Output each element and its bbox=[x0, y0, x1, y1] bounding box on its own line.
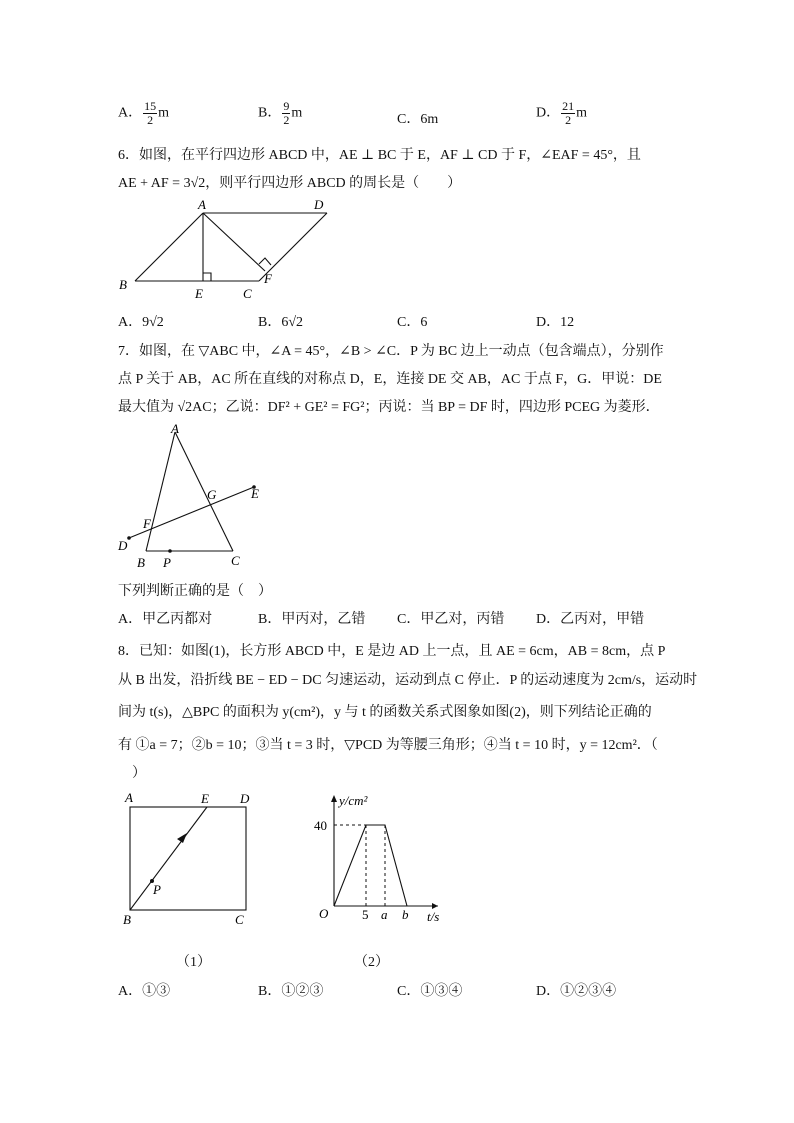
q8-fig1-label-e: E bbox=[201, 791, 209, 806]
q8-arrow-head bbox=[177, 833, 187, 843]
q6-option-b: B．6√2 bbox=[258, 315, 304, 330]
q8-y-arrow bbox=[331, 795, 337, 802]
q8-fig2-x-label: t/s bbox=[427, 909, 440, 924]
q5-option-b-num: 9 bbox=[283, 99, 290, 113]
q7-label-a: A bbox=[171, 421, 179, 436]
q8-rect-abcd bbox=[130, 807, 246, 910]
q7-label-d: D bbox=[118, 538, 128, 553]
q7-option-c: C．甲乙对，丙错 bbox=[397, 612, 505, 627]
q5-option-a-fraction bbox=[143, 100, 157, 127]
q6-right-angle-f bbox=[259, 258, 271, 265]
q6-seg-ab bbox=[135, 213, 203, 281]
q8-fig2-t1: 5 bbox=[362, 907, 369, 922]
q8-text-line4: 有 ①a = 7；②b = 10；③当 t = 3 时，▽PCD 为等腰三角形；④当 t = 10 时，y = 12cm²．（ bbox=[118, 738, 658, 753]
q8-text-line2: 从 B 出发，沿折线 BE − ED − DC 匀速运动，运动到点 C 停止．P 的运动速度为 2cm/s，运动时 bbox=[118, 673, 698, 688]
q8-caption-1: （1） bbox=[176, 955, 211, 970]
q7-option-b: B．甲丙对，乙错 bbox=[258, 612, 366, 627]
q5-option-b-unit: m bbox=[291, 105, 303, 121]
q8-figure-2 bbox=[305, 785, 455, 930]
q5-option-c-letter: C． bbox=[397, 112, 421, 127]
q8-seg-be bbox=[130, 807, 207, 910]
q6-seg-af bbox=[203, 213, 265, 271]
q8-fig1-label-p: P bbox=[153, 882, 161, 897]
q7-seg-ab bbox=[146, 432, 175, 551]
q5-option-a-den: 2 bbox=[147, 113, 154, 127]
q8-text-line5: ） bbox=[118, 766, 146, 781]
q7-label-c: C bbox=[231, 553, 240, 568]
q7-text-line1: 7．如图，在 ▽ABC 中，∠A = 45°，∠B > ∠C．P 为 BC 边上一动点（包含端点），分别作 bbox=[118, 344, 664, 359]
q6-right-angle-e bbox=[203, 273, 211, 281]
q5-option-d bbox=[536, 100, 587, 127]
q8-option-b: B．①②③ bbox=[258, 984, 324, 999]
q8-fig1-label-c: C bbox=[235, 912, 244, 927]
q5-option-c bbox=[397, 108, 438, 128]
q5-option-d-den: 2 bbox=[565, 113, 572, 127]
q5-option-d-fraction bbox=[561, 100, 575, 127]
q7-label-b: B bbox=[137, 555, 145, 570]
q6-text-line1: 6．如图，在平行四边形 ABCD 中，AE ⊥ BC 于 E，AF ⊥ CD 于 F，∠EAF = 45°，且 bbox=[118, 148, 641, 163]
q6-option-d: D．12 bbox=[536, 315, 575, 330]
q8-fig2-y-val: 40 bbox=[314, 818, 327, 833]
q6-label-d: D bbox=[314, 197, 324, 212]
q6-label-e: E bbox=[195, 286, 203, 301]
q8-fig1-label-d: D bbox=[240, 791, 250, 806]
q5-option-d-letter: D． bbox=[536, 105, 561, 121]
q8-fig1-label-b: B bbox=[123, 912, 131, 927]
q8-option-a: A．①③ bbox=[118, 984, 171, 999]
q6-label-c: C bbox=[243, 286, 252, 301]
q7-question: 下列判断正确的是（ ） bbox=[118, 584, 272, 599]
q8-fig1-label-a: A bbox=[125, 790, 133, 805]
q8-text-line3: 间为 t(s)，△BPC 的面积为 y(cm²)，y 与 t 的函数关系式图象如图(2)，则下列结论正确的 bbox=[118, 705, 652, 720]
q7-label-p: P bbox=[163, 555, 171, 570]
q5-option-b-den: 2 bbox=[283, 113, 290, 127]
q6-option-a: A．9√2 bbox=[118, 315, 164, 330]
q7-text-line3: 最大值为 √2AC；乙说：DF² + GE² = FG²；丙说：当 BP = DF 时，四边形 PCEG 为菱形． bbox=[118, 400, 660, 415]
q6-label-b: B bbox=[119, 277, 127, 292]
q5-option-a-letter: A． bbox=[118, 105, 143, 121]
q7-label-f: F bbox=[143, 516, 151, 531]
q8-option-d: D．①②③④ bbox=[536, 984, 617, 999]
q5-option-d-unit: m bbox=[576, 105, 588, 121]
q7-text-line2: 点 P 关于 AB，AC 所在直线的对称点 D，E，连接 DE 交 AB，AC 于点 F，G．甲说：DE bbox=[118, 372, 662, 387]
q5-option-b-letter: B． bbox=[258, 105, 282, 121]
q6-figure bbox=[115, 195, 345, 305]
q5-option-a-num: 15 bbox=[144, 99, 157, 113]
q5-option-a-unit: m bbox=[158, 105, 170, 121]
q5-option-d-num: 21 bbox=[562, 99, 575, 113]
q5-option-a bbox=[118, 100, 169, 127]
q5-option-b-fraction bbox=[282, 100, 290, 127]
q7-label-g: G bbox=[207, 487, 217, 502]
q8-fig2-t2: a bbox=[381, 907, 388, 922]
q8-fig2-origin: O bbox=[319, 906, 329, 921]
q8-fig2-t3: b bbox=[402, 907, 409, 922]
q7-point-p bbox=[168, 549, 172, 553]
q8-figure-1 bbox=[115, 788, 265, 933]
q8-option-c: C．①③④ bbox=[397, 984, 463, 999]
q7-seg-ac bbox=[175, 432, 233, 551]
q7-label-e: E bbox=[251, 486, 259, 501]
q5-option-c-text: 6m bbox=[420, 112, 439, 127]
q7-figure bbox=[115, 420, 275, 570]
q7-option-a: A．甲乙丙都对 bbox=[118, 612, 213, 627]
q5-option-b bbox=[258, 100, 302, 127]
q8-text-line1: 8．已知：如图(1)，长方形 ABCD 中，E 是边 AD 上一点，且 AE = 6cm，AB = 8cm，点 P bbox=[118, 644, 666, 659]
q6-label-f: F bbox=[264, 271, 272, 286]
q6-text-line2: AE + AF = 3√2，则平行四边形 ABCD 的周长是（ ） bbox=[118, 176, 462, 191]
q7-option-d: D．乙丙对，甲错 bbox=[536, 612, 645, 627]
q6-option-c: C．6 bbox=[397, 315, 428, 330]
q8-graph-line bbox=[334, 825, 407, 906]
q8-fig2-y-label: y/cm² bbox=[339, 793, 368, 808]
q6-label-a: A bbox=[198, 197, 206, 212]
q7-point-d bbox=[127, 536, 131, 540]
q8-caption-2: （2） bbox=[354, 955, 389, 970]
